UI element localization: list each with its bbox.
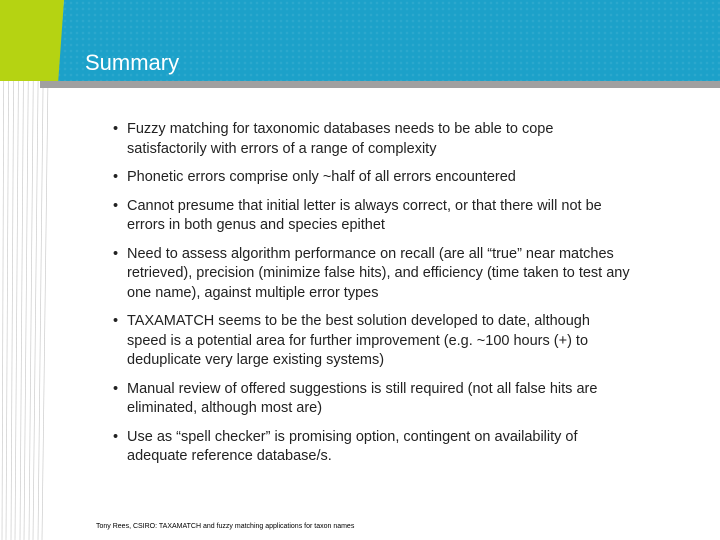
bullet-text: Use as “spell checker” is promising option, contingent on availability of adequate reference database/s. (127, 428, 578, 464)
bullet-item (113, 245, 633, 304)
bullet-text: Phonetic errors comprise only ~half of all errors encountered (127, 169, 516, 185)
slide-title: Summary (85, 50, 180, 75)
bullet-item (113, 197, 633, 236)
bullet-item (113, 120, 633, 159)
bullet-marker: • (113, 380, 119, 397)
bullet-marker: • (113, 121, 119, 137)
header-accent (0, 0, 64, 81)
bullet-item (113, 168, 633, 188)
bullet-text: Manual review of offered suggestions is still required (not all false hits are eliminated, although most are) (127, 380, 598, 416)
bullet-marker: • (113, 428, 119, 445)
bullet-item (113, 428, 633, 467)
bullet-text: TAXAMATCH seems to be the best solution developed to date, although speed is a potential area for further improvement (e.g. ~100 hours (+) to deduplicate very large existing systems) (127, 313, 590, 368)
footer-text: Tony Rees, CSIRO: TAXAMATCH and fuzzy matching applications for taxon names (96, 523, 355, 530)
bullet-text: Cannot presume that initial letter is always correct, or that there will not be errors in both genus and species epithet (127, 197, 602, 233)
header-divider (40, 81, 720, 88)
bullet-marker: • (113, 197, 119, 214)
bullet-list (113, 120, 633, 476)
bullet-marker: • (113, 245, 119, 262)
bullet-marker: • (113, 169, 119, 185)
bullet-item (113, 312, 633, 371)
bullet-marker: • (113, 313, 119, 329)
bullet-item (113, 380, 633, 419)
bullet-text: Fuzzy matching for taxonomic databases needs to be able to cope satisfactorily with errors of a range of complexity (127, 121, 554, 157)
bullet-text: Need to assess algorithm performance on recall (are all “true” near matches retrieved), precision (minimize false hits), and efficiency (time taken to test any one name), against multiple error types (127, 245, 630, 301)
